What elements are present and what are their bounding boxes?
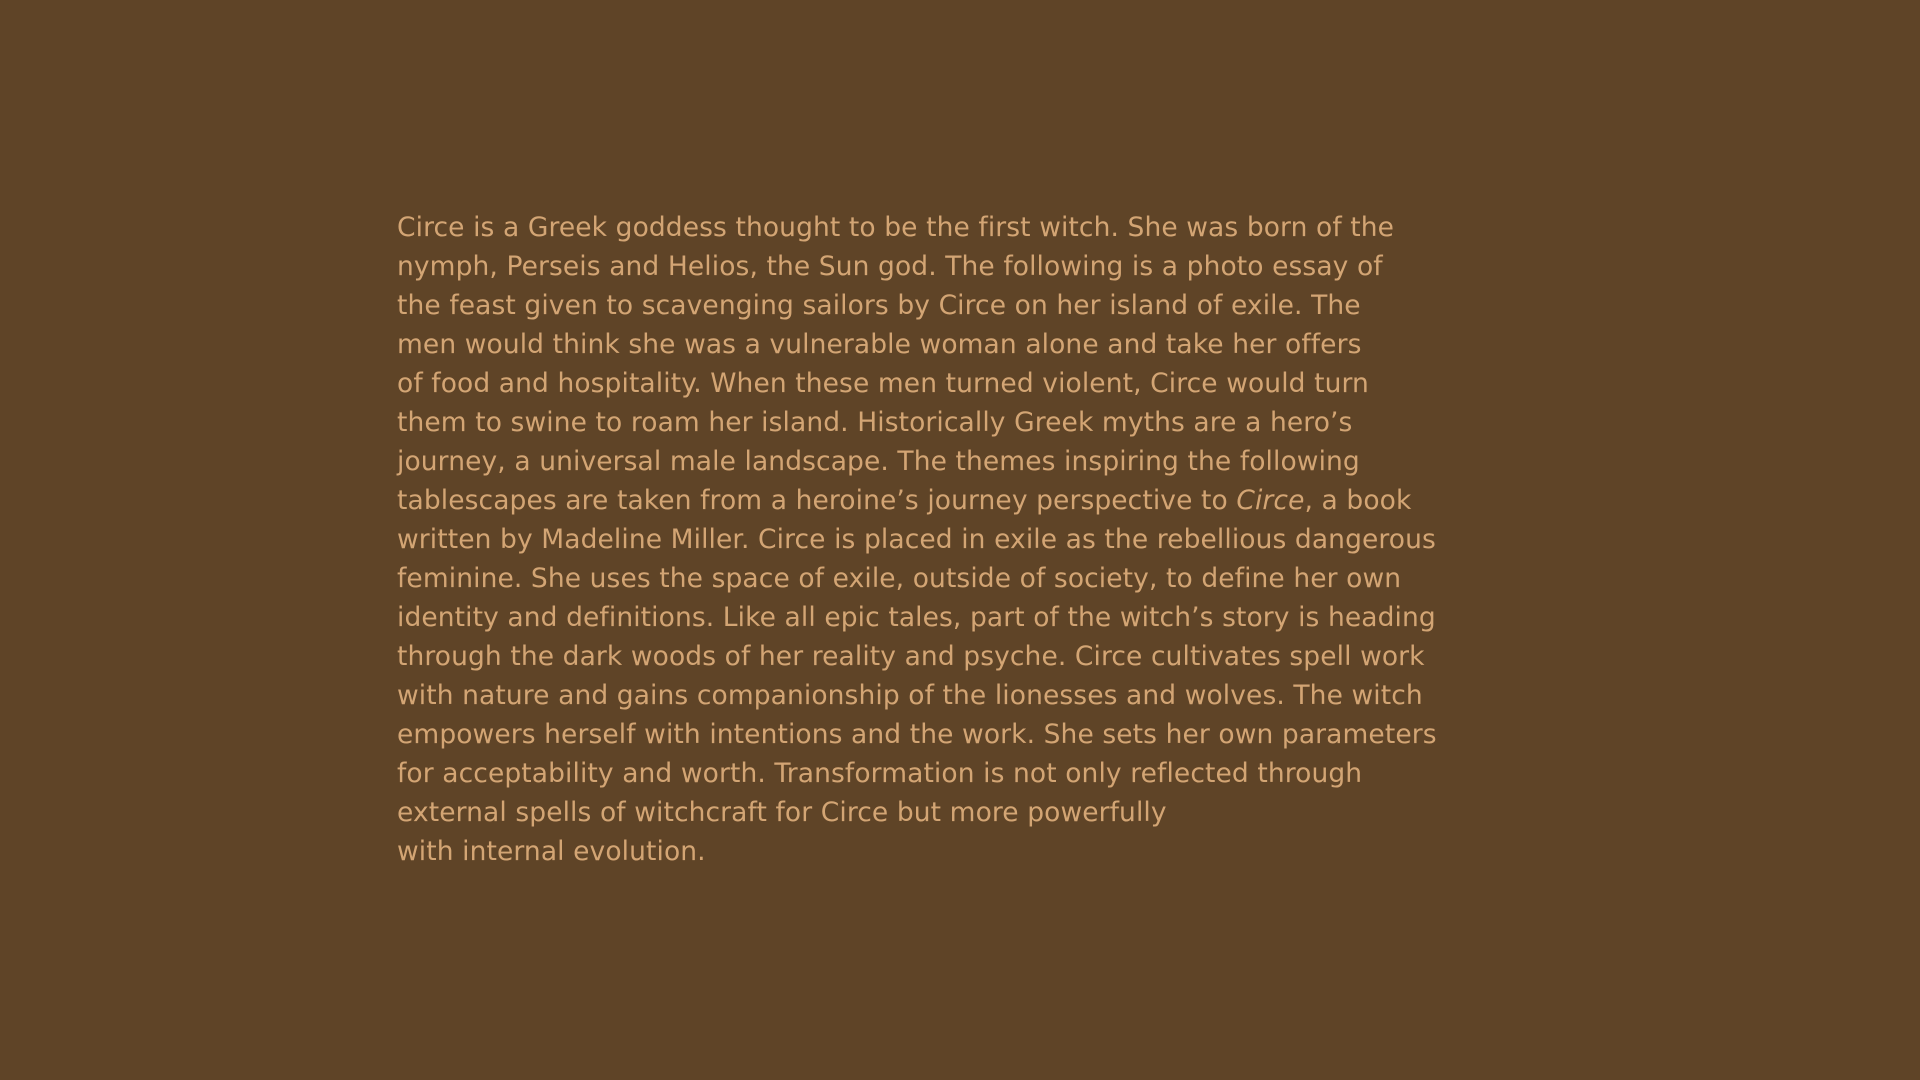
essay-line: nymph, Perseis and Helios, the Sun god. The following is a photo essay of	[397, 251, 1383, 282]
essay-line: for acceptability and worth. Transformation is not only reflected through	[397, 758, 1363, 789]
essay-line: empowers herself with intentions and the work. She sets her own parameters	[397, 719, 1437, 750]
essay-line: with nature and gains companionship of the lionesses and wolves. The witch	[397, 680, 1423, 711]
essay-line: external spells of witchcraft for Circe but more powerfully	[397, 797, 1167, 828]
essay-line: through the dark woods of her reality and psyche. Circe cultivates spell work	[397, 641, 1425, 672]
essay-line: journey, a universal male landscape. The themes inspiring the following	[397, 446, 1360, 477]
essay-text: , a book	[1304, 485, 1412, 516]
essay-line: the feast given to scavenging sailors by Circe on her island of exile. The	[397, 290, 1361, 321]
essay-line: Circe is a Greek goddess thought to be the first witch. She was born of the	[397, 212, 1395, 243]
essay-line: of food and hospitality. When these men turned violent, Circe would turn	[397, 368, 1369, 399]
essay-line: men would think she was a vulnerable woman alone and take her offers	[397, 329, 1362, 360]
essay-text: tablescapes are taken from a heroine’s journey perspective to	[397, 485, 1237, 516]
book-title: Circe	[1236, 485, 1305, 516]
essay-line: them to swine to roam her island. Historically Greek myths are a hero’s	[397, 407, 1353, 438]
essay-line: written by Madeline Miller. Circe is placed in exile as the rebellious dangerous	[397, 524, 1436, 555]
essay-paragraph	[397, 208, 1517, 871]
essay-line: identity and definitions. Like all epic tales, part of the witch’s story is heading	[397, 602, 1436, 633]
essay-line: with internal evolution.	[397, 836, 706, 867]
essay-line-with-title	[397, 481, 1517, 520]
essay-line: feminine. She uses the space of exile, outside of society, to define her own	[397, 563, 1402, 594]
